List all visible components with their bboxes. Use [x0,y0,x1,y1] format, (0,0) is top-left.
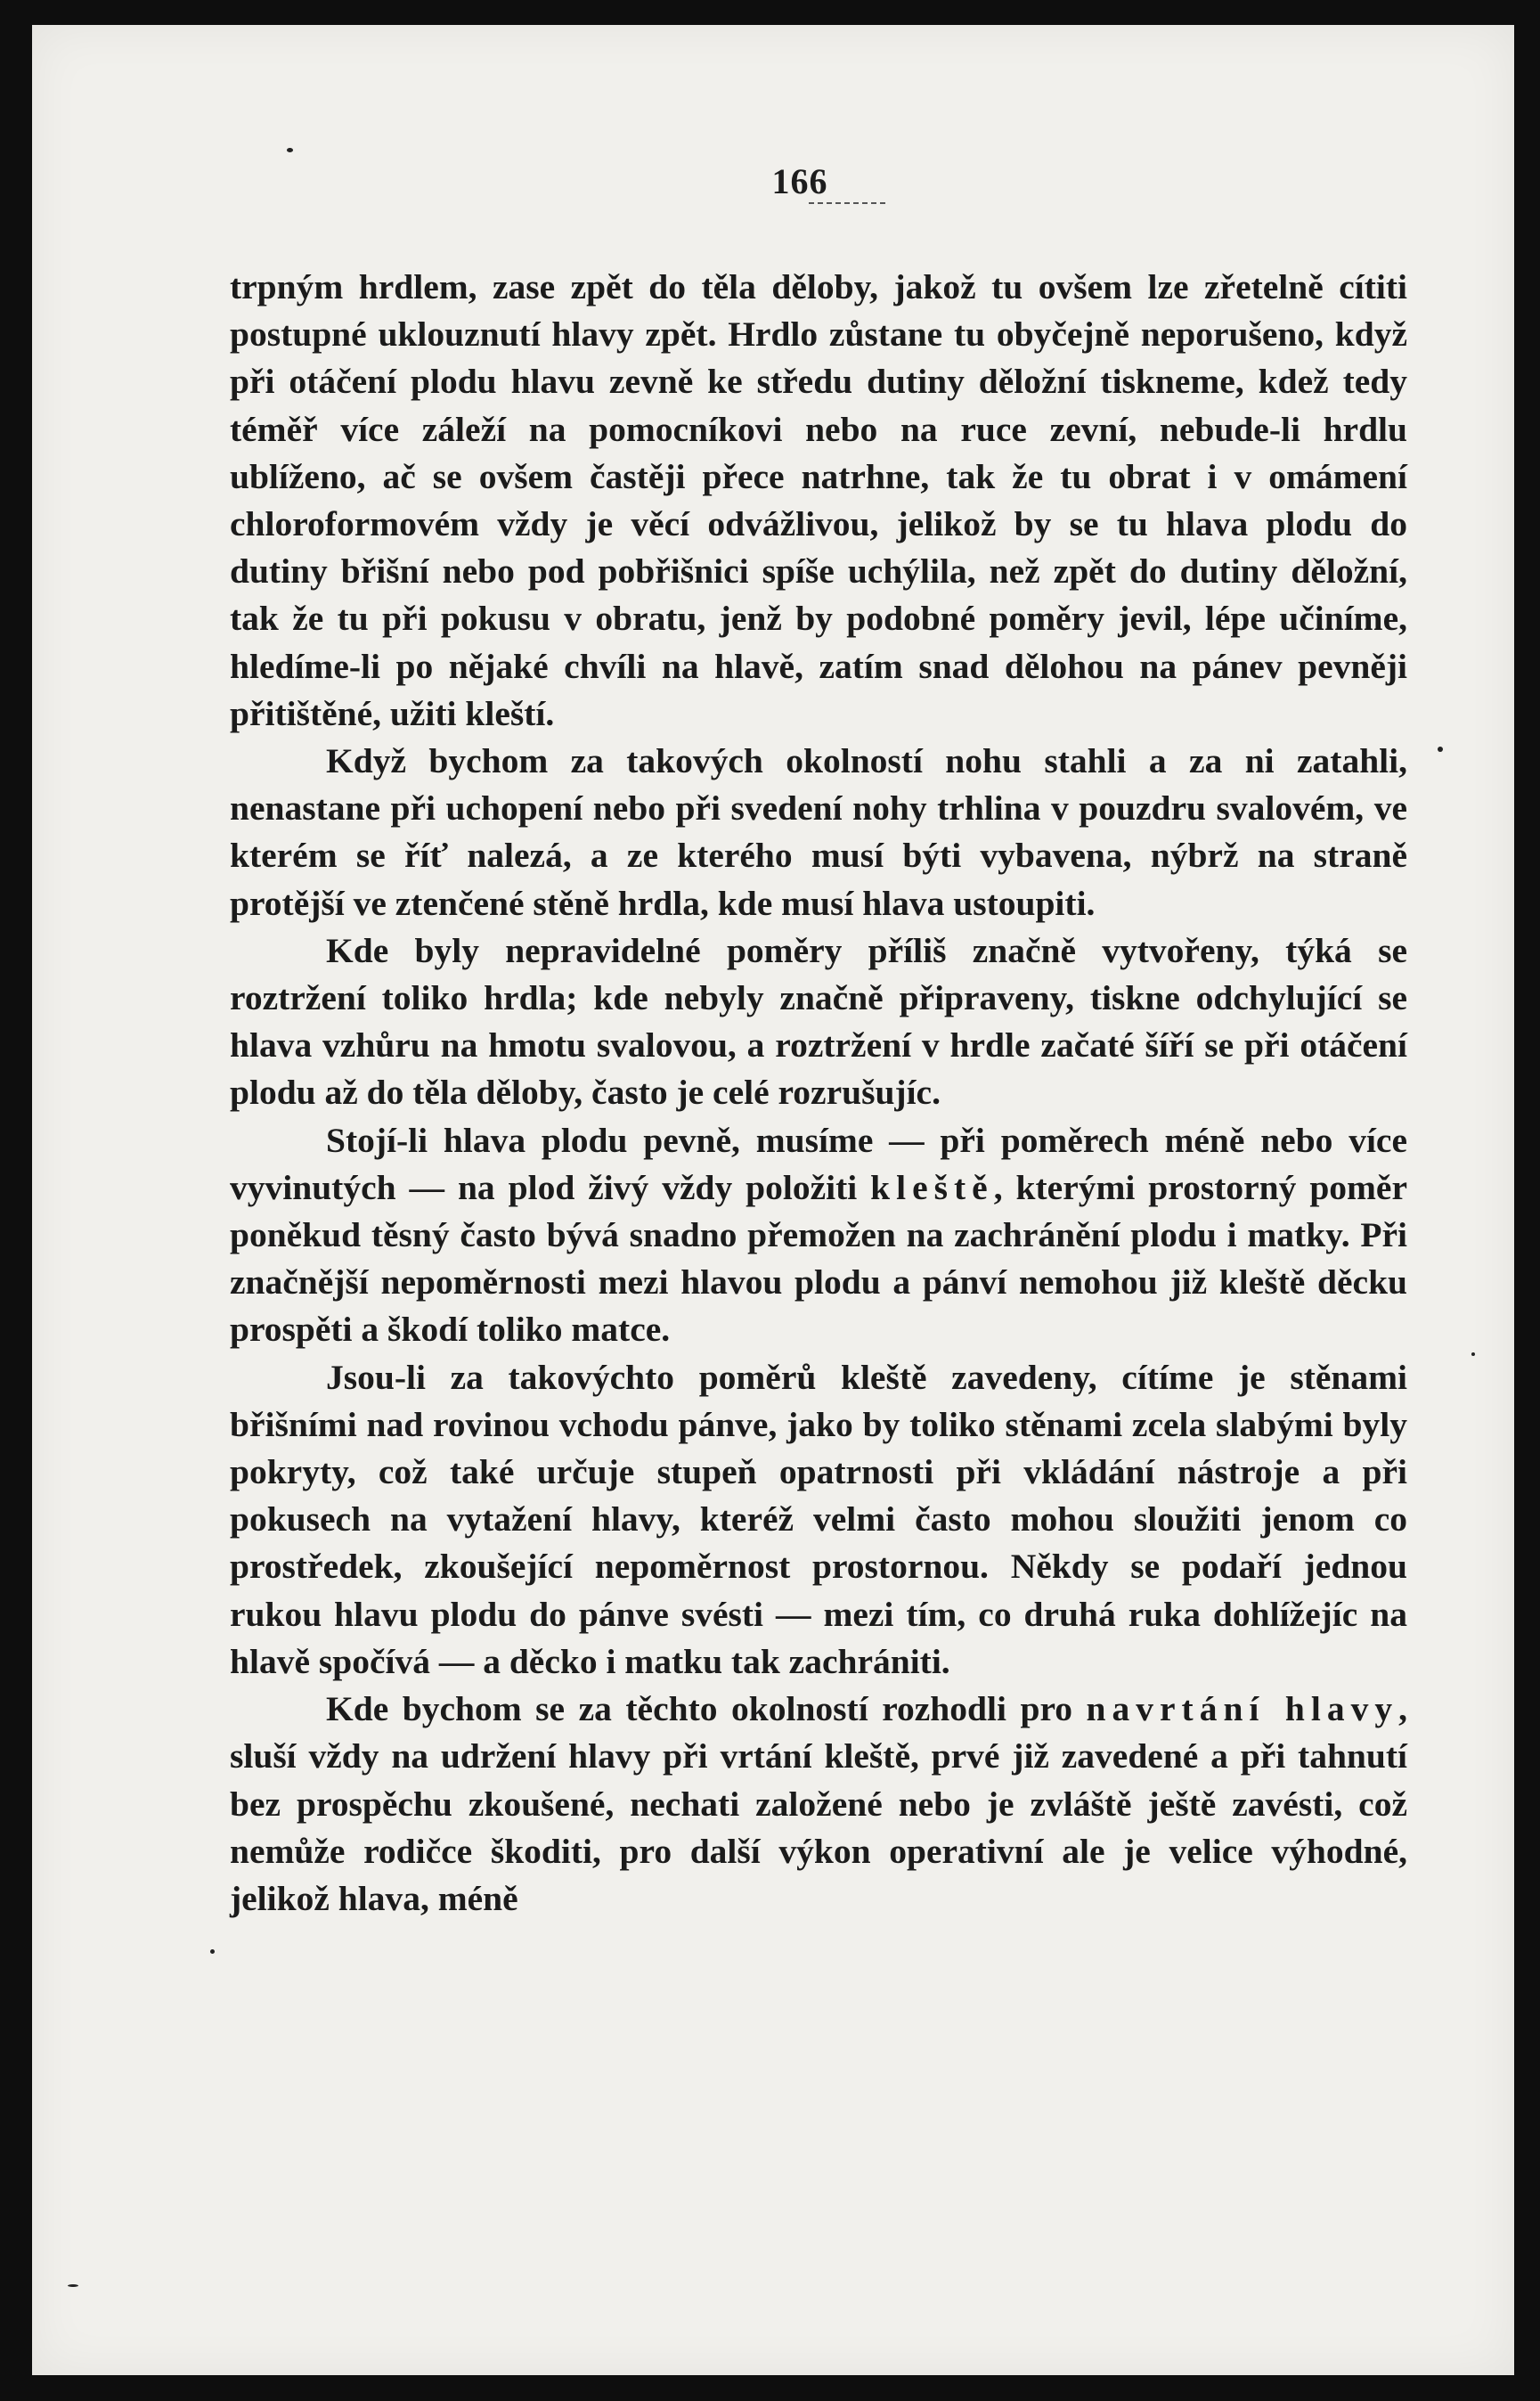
body-text [230,264,1407,1923]
paragraph-1: trpným hrdlem, zase zpět do těla děloby, jakož tu ovšem lze zřetelně cítiti postupné uklouznutí hlavy zpět. Hrdlo zůstane tu obyčejně neporušeno, když při otáčení plodu hlavu zevně ke středu dutiny děložní tiskneme, kdež tedy téměř více záleží na pomocníkovi nebo na ruce zevní, nebude-li hrdlu ublíženo, ač se ovšem častěji přece natrhne, tak že tu obrat i v omámení chloroformovém vždy je věcí odvážlivou, jelikož by se tu hlava plodu do dutiny břišní nebo pod pobřišnici spíše uchýlila, než zpět do dutiny děložní, tak že tu při pokusu v obratu, jenž by podobné poměry jevil, lépe učiníme, hledíme-li po nějaké chvíli na hlavě, zatím snad dělohou na pánev pevněji přitištěné, užiti kleští. [230,267,1407,733]
paragraph-3: Kde byly nepravidelné poměry příliš značně vytvořeny, týká se roztržení toliko hrdla; kde nebyly značně připraveny, tiskne odchylující se hlava vzhůru na hmotu svalovou, a roztržení v hrdle začaté šíří se při otáčení plodu až do těla děloby, často je celé rozrušujíc. [230,930,1407,1113]
page-number: 166 [771,161,828,201]
paragraph-4-before: Stojí-li hlava plodu pevně, musíme — při poměrech méně nebo více vyvinutých — na plod živý vždy položiti [230,1120,1407,1207]
emphasis-navrtani-hlavy: navrtání hlavy [1086,1689,1399,1729]
paragraph-6-before: Kde bychom se za těchto okolností rozhodli pro [326,1689,1087,1729]
scan-speck [1471,1352,1475,1356]
paragraph-4 [230,1117,1407,1354]
scan-speck [68,2284,78,2287]
emphasis-klieste: kleště [870,1167,994,1207]
scan-speck [210,1949,215,1954]
scan-speck [287,148,293,152]
book-page [32,25,1514,2375]
paragraph-4-after: , kterými prostorný poměr poněkud těsný často bývá snadno přemožen na zachránění plodu i matky. Při značnější nepoměrnosti mezi hlavou plodu a pánví nemohou již kleště děcku prospěti a škodí toliko matce. [230,1167,1408,1350]
paragraph-5: Jsou-li za takovýchto poměrů kleště zavedeny, cítíme je stěnami břišními nad rovinou vchodu pánve, jako by toliko stěnami zcela slabými byly pokryty, což také určuje stupeň opatrnosti při vkládání nástroje a při pokusech na vytažení hlavy, kteréž velmi často mohou sloužiti jenom co prostředek, zkoušející nepoměrnost prostornou. Někdy se podaří jednou rukou hlavu plodu do pánve svésti — mezi tím, co druhá ruka dohlížejíc na hlavě spočívá — a děcko i matku tak zachrániti. [230,1357,1407,1681]
paragraph-6-after: , sluší vždy na udržení hlavy při vrtání kleště, prvé již zavedené a při tahnutí bez prospěchu zkoušené, nechati založené nebo je zvláště ještě zavésti, což nemůže rodičce škoditi, pro další výkon operativní ale je velice výhodné, jelikož hlava, méně [230,1689,1407,1918]
paragraph-2: Když bychom za takových okolností nohu stahli a za ni zatahli, nenastane při uchopení nebo při svedení nohy trhlina v pouzdru svalovém, ve kterém se říť nalezá, a ze kterého musí býti vybavena, nýbrž na straně protější ve ztenčené stěně hrdla, kde musí hlava ustoupiti. [230,741,1407,923]
paragraph-6 [230,1686,1407,1923]
scan-speck [1438,747,1443,752]
page-number-underline [809,202,885,204]
